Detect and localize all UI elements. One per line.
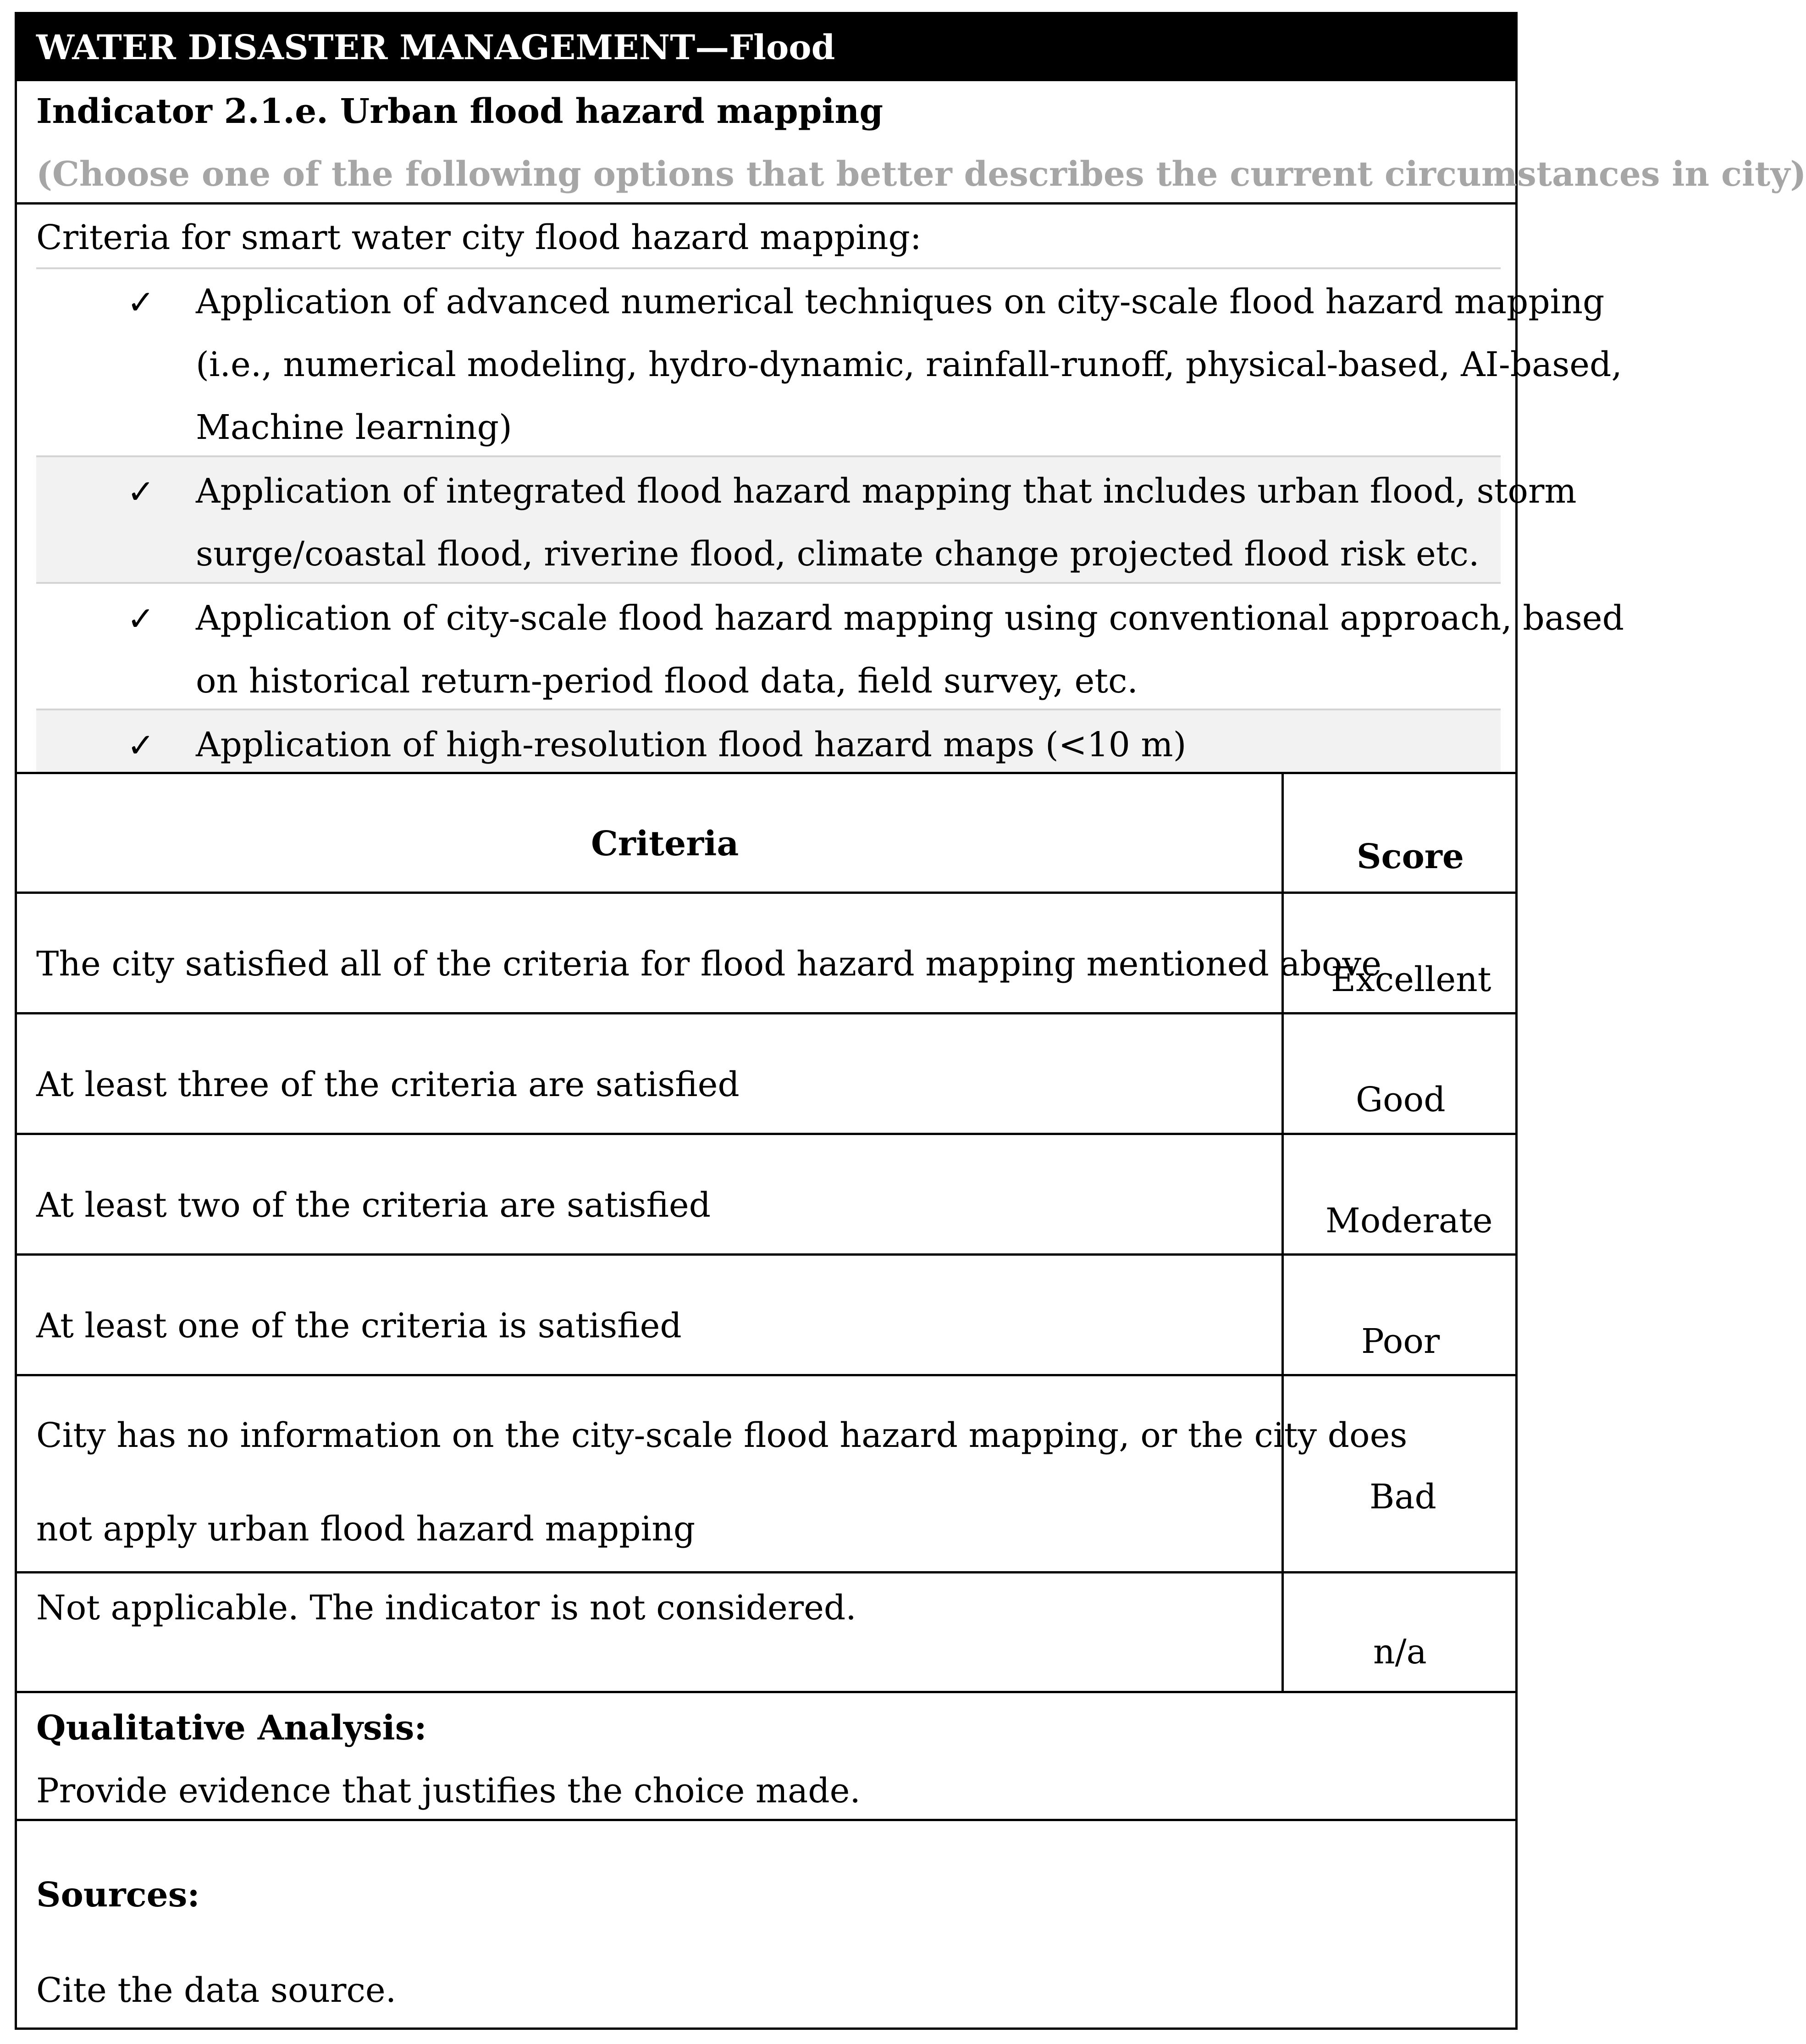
checkmark-icon: ✓ xyxy=(127,472,155,511)
indicator-instruction: (Choose one of the following options that better describes the current circumstances in city) xyxy=(36,155,1806,194)
table-row-divider xyxy=(17,1571,1515,1573)
header-topic: Flood xyxy=(729,28,835,67)
table-top-border xyxy=(17,772,1515,774)
qualitative-label: Qualitative Analysis: xyxy=(36,1708,427,1748)
table-row-divider xyxy=(17,1133,1515,1135)
criteria-item-line: Application of integrated flood hazard mapping that includes urban flood, storm xyxy=(196,471,1577,511)
table-cell-criteria: At least three of the criteria are satisfied xyxy=(36,1065,740,1104)
table-cell-score: Bad xyxy=(1370,1477,1436,1517)
indicator-sheet xyxy=(15,12,1806,2030)
checkmark-icon: ✓ xyxy=(127,726,155,764)
table-column-divider xyxy=(1281,772,1284,1692)
criteria-intro: Criteria for smart water city flood hazard mapping: xyxy=(36,218,922,257)
criteria-item-line: Application of high-resolution flood hazard maps (<10 m) xyxy=(196,725,1187,764)
table-cell-score: Moderate xyxy=(1326,1201,1493,1241)
table-bottom-border xyxy=(17,1691,1515,1693)
checkmark-icon: ✓ xyxy=(127,283,155,321)
header-title xyxy=(36,28,835,67)
criteria-divider-0 xyxy=(36,267,1501,269)
checkmark-icon: ✓ xyxy=(127,599,155,638)
sources-text: Cite the data source. xyxy=(36,1971,397,2010)
criteria-item-line: on historical return-period flood data, field survey, etc. xyxy=(196,661,1138,701)
table-cell-score: Excellent xyxy=(1331,960,1491,999)
sources-label: Sources: xyxy=(36,1875,200,1915)
table-cell-criteria: City has no information on the city-scale flood hazard mapping, or the city does xyxy=(36,1416,1408,1455)
criteria-item-line: Application of advanced numerical techniques on city-scale flood hazard mapping xyxy=(196,282,1605,321)
indicator-title: Indicator 2.1.e. Urban flood hazard mapping xyxy=(36,92,884,131)
qualitative-text: Provide evidence that justifies the choice made. xyxy=(36,1771,861,1811)
criteria-item-line: Machine learning) xyxy=(196,408,512,447)
header-category: WATER DISASTER MANAGEMENT xyxy=(36,28,696,67)
table-header-criteria: Criteria xyxy=(591,824,739,864)
criteria-divider-2 xyxy=(36,582,1501,584)
table-cell-criteria: At least two of the criteria are satisfied xyxy=(36,1185,711,1225)
table-row-divider xyxy=(17,1374,1515,1376)
table-cell-criteria: At least one of the criteria is satisfied xyxy=(36,1306,682,1346)
table-row-divider xyxy=(17,892,1515,894)
header-separator: — xyxy=(695,28,729,67)
divider-instruction xyxy=(17,202,1515,205)
criteria-item-line: surge/coastal flood, riverine flood, climate change projected flood risk etc. xyxy=(196,534,1480,574)
table-cell-score: n/a xyxy=(1373,1632,1427,1672)
table-cell-score: Good xyxy=(1356,1080,1446,1119)
divider-qualitative xyxy=(17,1819,1515,1821)
table-cell-score: Poor xyxy=(1361,1322,1440,1361)
table-row-divider xyxy=(17,1012,1515,1014)
criteria-item-line: (i.e., numerical modeling, hydro-dynamic, rainfall-runoff, physical-based, AI-based, xyxy=(196,345,1622,384)
table-row-divider xyxy=(17,1253,1515,1256)
criteria-item-line: Application of city-scale flood hazard mapping using conventional approach, based xyxy=(196,598,1624,638)
table-cell-criteria: Not applicable. The indicator is not considered. xyxy=(36,1588,856,1628)
criteria-divider-1 xyxy=(36,455,1501,457)
table-cell-criteria: not apply urban flood hazard mapping xyxy=(36,1509,696,1549)
table-header-score: Score xyxy=(1357,837,1464,876)
table-cell-criteria: The city satisfied all of the criteria for flood hazard mapping mentioned above xyxy=(36,944,1382,984)
